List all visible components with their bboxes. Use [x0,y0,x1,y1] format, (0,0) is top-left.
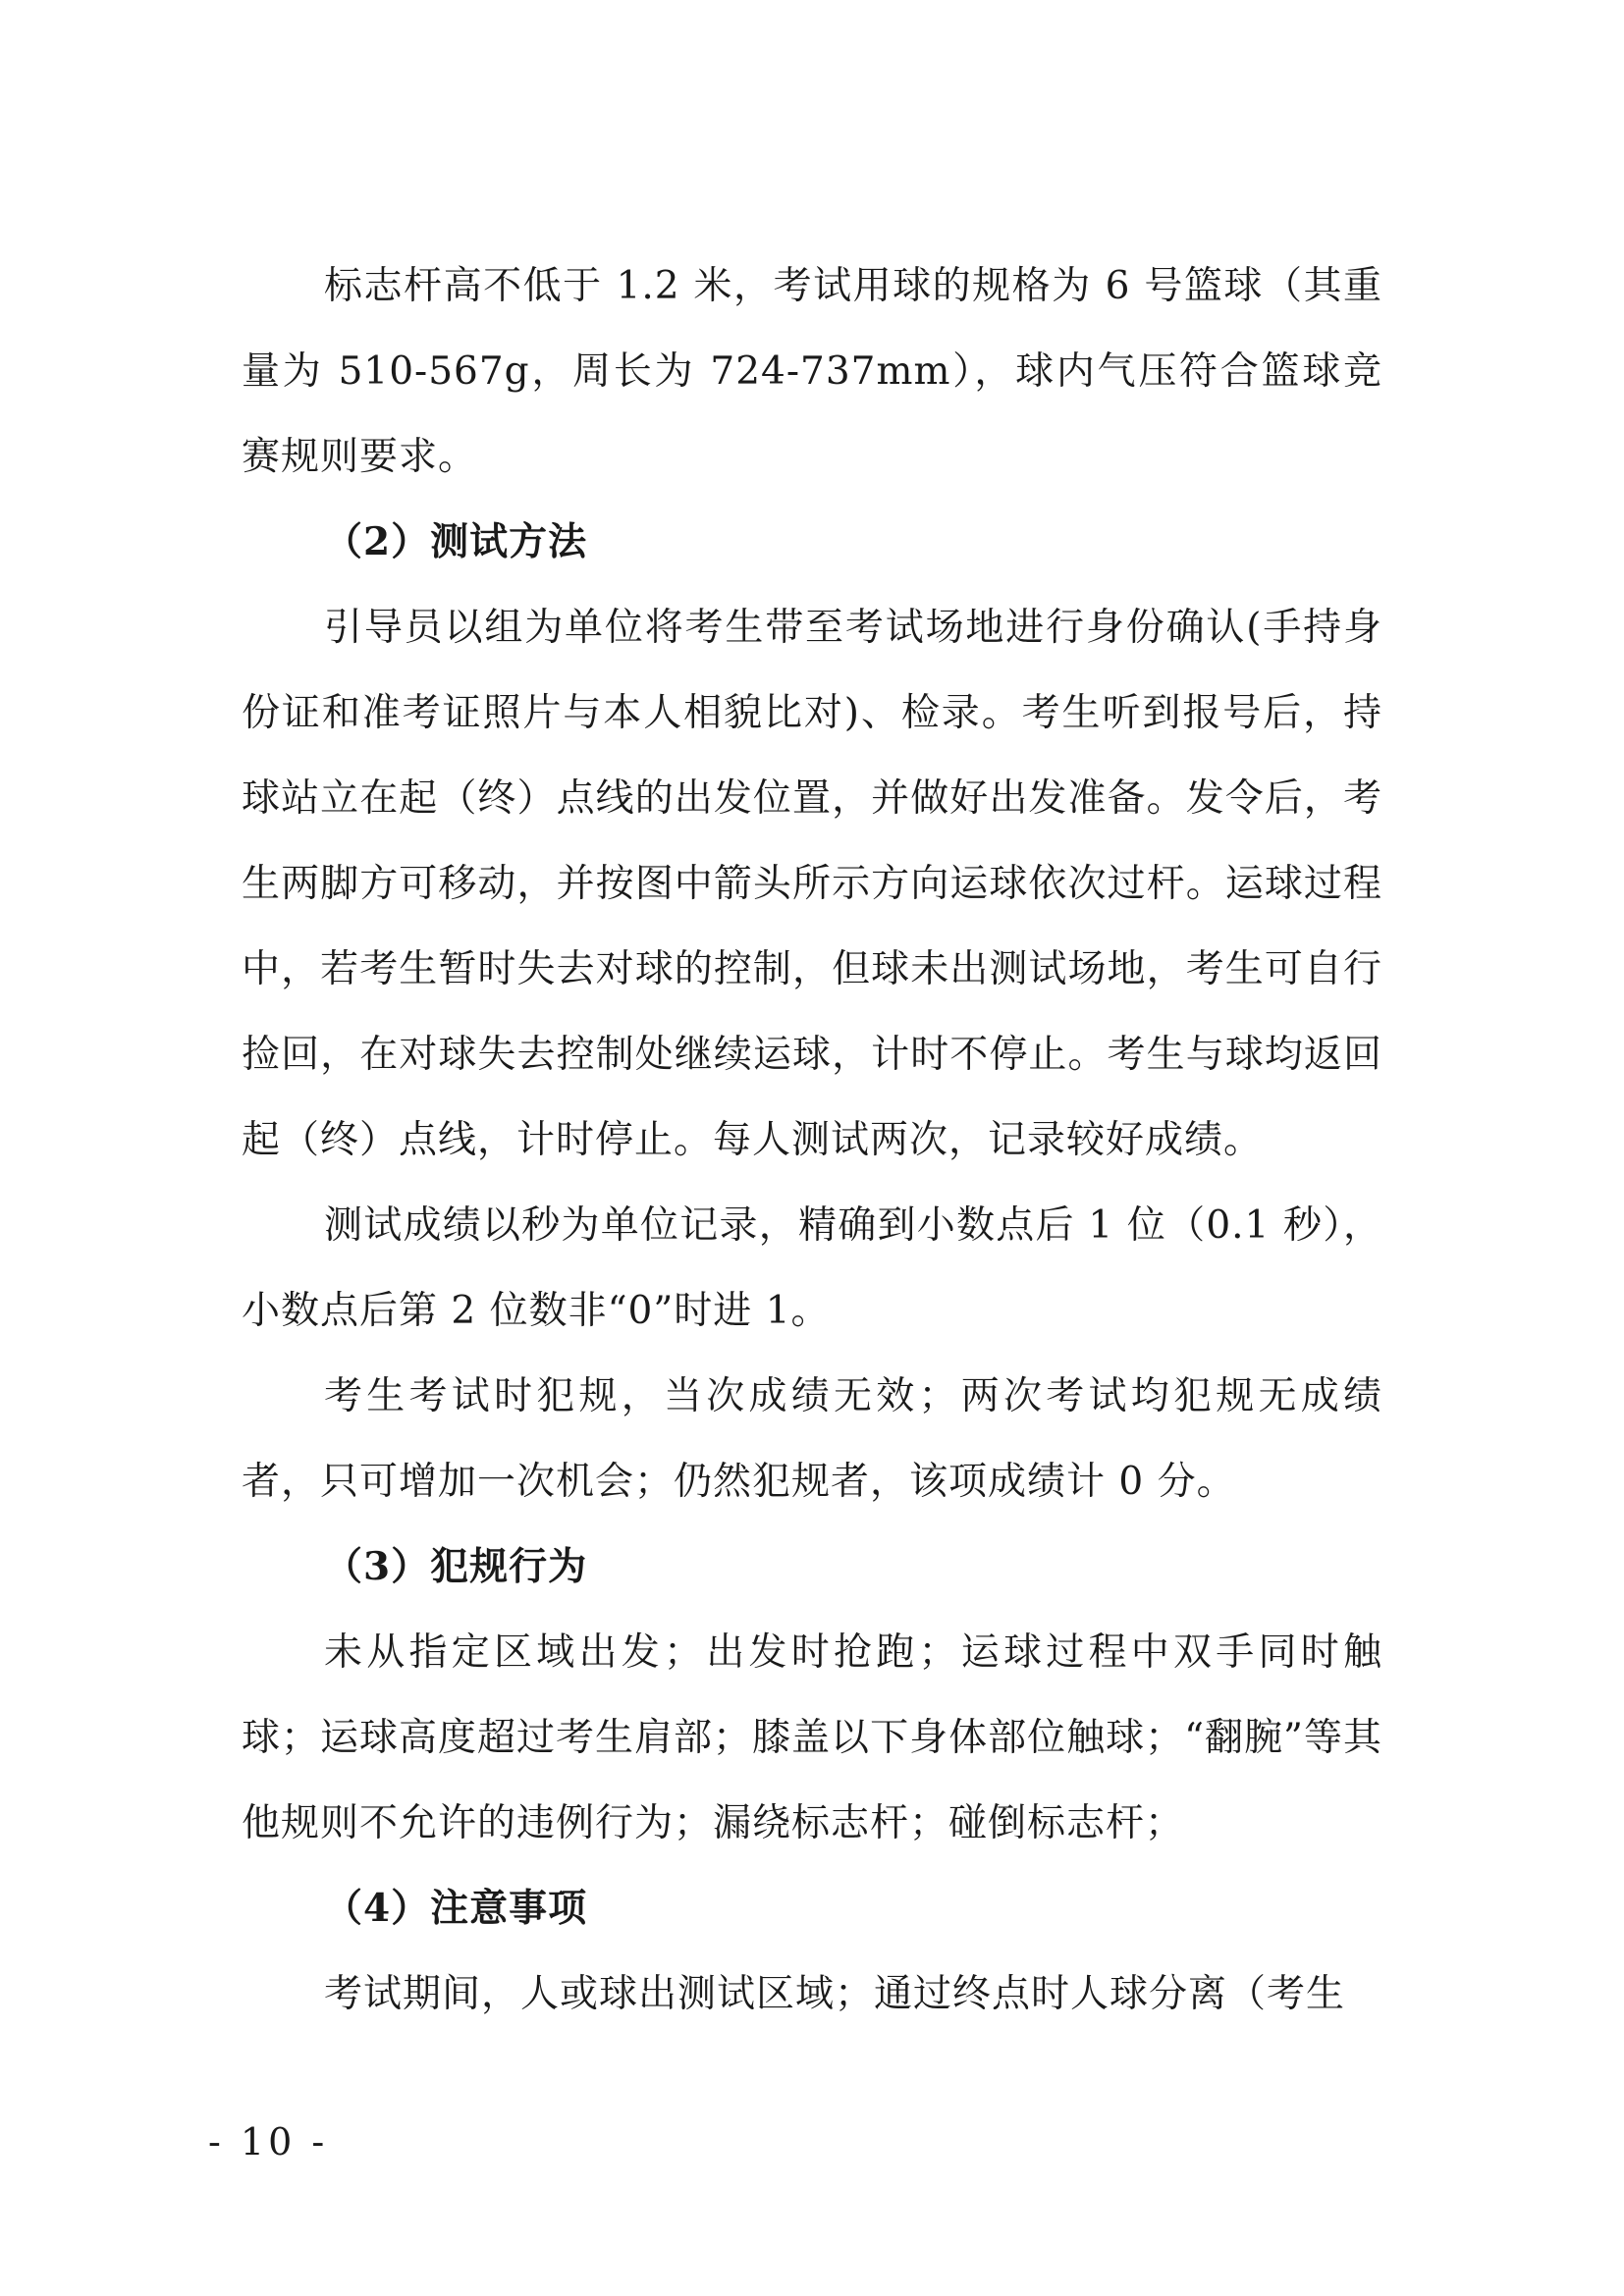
paragraph-foul-list: 未从指定区域出发；出发时抢跑；运球过程中双手同时触球；运球高度超过考生肩部；膝盖以下身体部位触球；“翻腕”等其他规则不允许的违例行为；漏绕标志杆；碰倒标志杆； [242,1630,1382,1845]
heading-notes: （4）注意事项 [324,1886,588,1931]
paragraph-foul-retry: 考生考试时犯规，当次成绩无效；两次考试均犯规无成绩者，只可增加一次机会；仍然犯规者，该项成绩计 0 分。 [242,1374,1382,1504]
heading-test-method: （2）测试方法 [324,519,588,564]
paragraph-notes: 考试期间，人或球出测试区域；通过终点时人球分离（考生 [324,1972,1346,2016]
paragraph-pole-and-ball-spec: 标志杆高不低于 1.2 米，考试用球的规格为 6 号篮球（其重量为 510-567g，周长为 724-737mm），球内气压符合篮球竞赛规则要求。 [242,264,1382,479]
page-number: - 10 - [208,2120,329,2163]
body-text [242,243,1382,2037]
paragraph-score-recording: 测试成绩以秒为单位记录，精确到小数点后 1 位（0.1 秒），小数点后第 2 位数非“0”时进 1。 [242,1203,1382,1333]
heading-fouls: （3）犯规行为 [324,1544,588,1589]
paragraph-test-procedure: 引导员以组为单位将考生带至考试场地进行身份确认(手持身份证和准考证照片与本人相貌比对)、检录。考生听到报号后，持球站立在起（终）点线的出发位置，并做好出发准备。发令后，考生两脚方可移动，并按图中箭头所示方向运球依次过杆。运球过程中，若考生暂时失去对球的控制，但球未出测试场地，考生可自行捡回，在对球失去控制处继续运球，计时不停止。考生与球均返回起（终）点线，计时停止。每人测试两次，记录较好成绩。 [242,606,1382,1162]
